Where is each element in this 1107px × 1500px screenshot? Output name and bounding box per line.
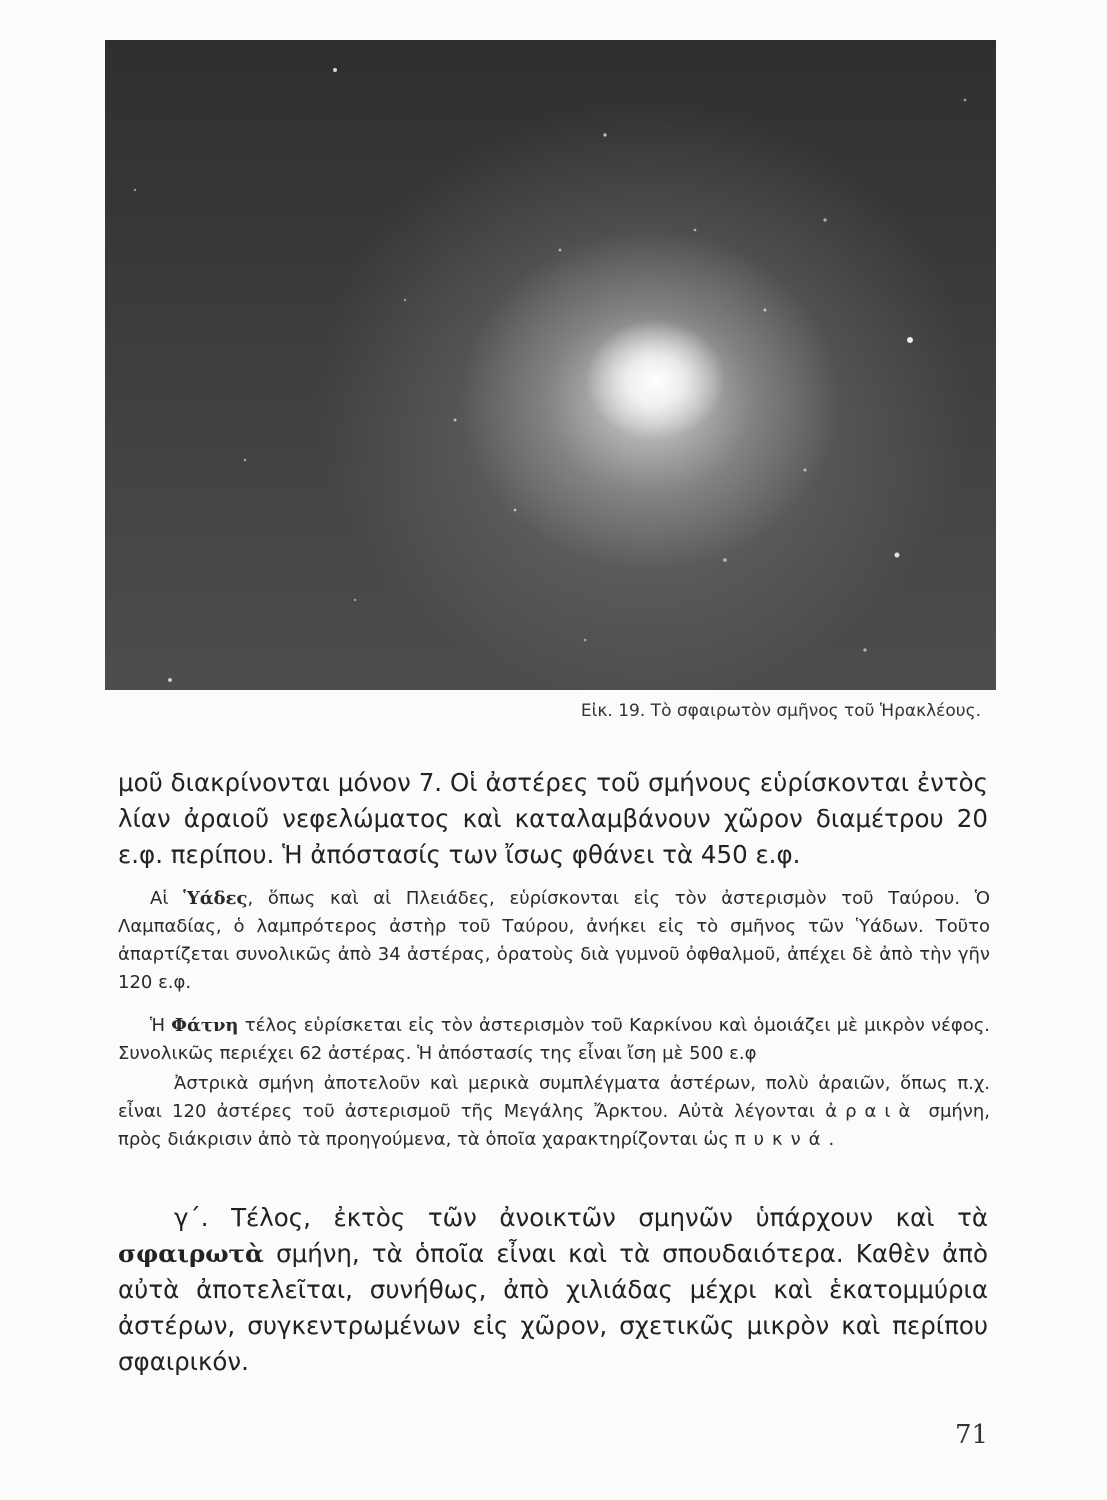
sparse-term: ἀραιὰ [825,1101,919,1122]
hyades-pre: Αἱ [150,888,184,909]
figure-caption: Εἰκ. 19. Τὸ σφαιρωτὸν σμῆνος τοῦ Ἡρακλέους. [580,701,981,721]
sparse-end: . [828,1129,835,1150]
praesepe-term: Φάτνη [171,1015,239,1036]
hyades-term: Ὑάδες [183,888,248,909]
page-number: 71 [955,1420,989,1450]
hyades-text: , ὅπως καὶ αἱ Πλειάδες, εὑρίσκονται εἰς τὸν ἀστερισμὸν τοῦ Ταύρου. Ὁ Λαμπαδίας, ὁ λαμπρότερος ἀστὴρ τοῦ Ταύρου, ἀνήκει εἰς τὸ σμῆνος τῶν Ὑάδων. Τοῦτο ἀπαρτίζεται συνολικῶς ἀπὸ 34 ἀστέρας, ὁρατοὺς διὰ γυμνοῦ ὀφθαλμοῦ, ἀπέχει δὲ ἀπὸ τὴν γῆν 120 ε.φ. [118,888,990,993]
paragraph-globular [118,1200,988,1380]
paragraph-hyades [118,885,990,997]
globular-pre: γ΄. Τέλος, ἐκτὸς τῶν ἀνοικτῶν σμηνῶν ὑπάρχουν καὶ τὰ [174,1203,988,1232]
paragraph-1: μοῦ διακρίνονται μόνον 7. Οἱ ἀστέρες τοῦ σμήνους εὑρίσκονται ἐντὸς λίαν ἀραιοῦ νεφελώματος καὶ καταλαμβάνουν χῶρον διαμέτρου 20 ε.φ. περίπου. Ἡ ἀπόστασίς των ἴσως φθάνει τὰ 450 ε.φ. [118,768,988,869]
praesepe-pre: Ἡ [150,1015,172,1036]
star-field [105,40,996,690]
paragraph-sparse-clusters [118,1070,990,1154]
paragraph-praesepe [118,1012,990,1068]
dense-term: πυκνά [734,1129,829,1150]
globular-text: σμήνη, τὰ ὁποῖα εἶναι καὶ τὰ σπουδαιότερα. Καθὲν ἀπὸ αὐτὰ ἀποτελεῖται, συνήθως, ἀπὸ χιλιάδας μέχρι καὶ ἑκατομμύρια ἀστέρων, συγκεντρωμένων εἰς χῶρον, σχετικῶς μικρὸν καὶ περίπου σφαιρικόν. [118,1239,988,1376]
globular-cluster-photo [105,40,996,690]
praesepe-text: τέλος εὑρίσκεται εἰς τὸν ἀστερισμὸν τοῦ Καρκίνου καὶ ὁμοιάζει μὲ μικρὸν νέφος. Συνολικῶς περιέχει 62 ἀστέρας. Ἡ ἀπόστασίς της εἶναι ἴση μὲ 500 ε.φ [118,1015,990,1064]
sparse-mid: σμήνη, πρὸς διάκρισιν ἀπὸ τὰ προηγούμενα, τὰ ὁποῖα χαρακτηρίζονται ὡς [118,1101,990,1150]
globular-term: σφαιρωτὰ [118,1239,264,1268]
sparse-pre: Ἀστρικὰ σμήνη ἀποτελοῦν καὶ μερικὰ συμπλέγματα ἀστέρων, πολὺ ἀραιῶν, ὅπως π.χ. εἶναι 120 ἀστέρες τοῦ ἀστερισμοῦ τῆς Μεγάλης Ἄρκτου. Αὐτὰ λέγονται [118,1073,990,1122]
